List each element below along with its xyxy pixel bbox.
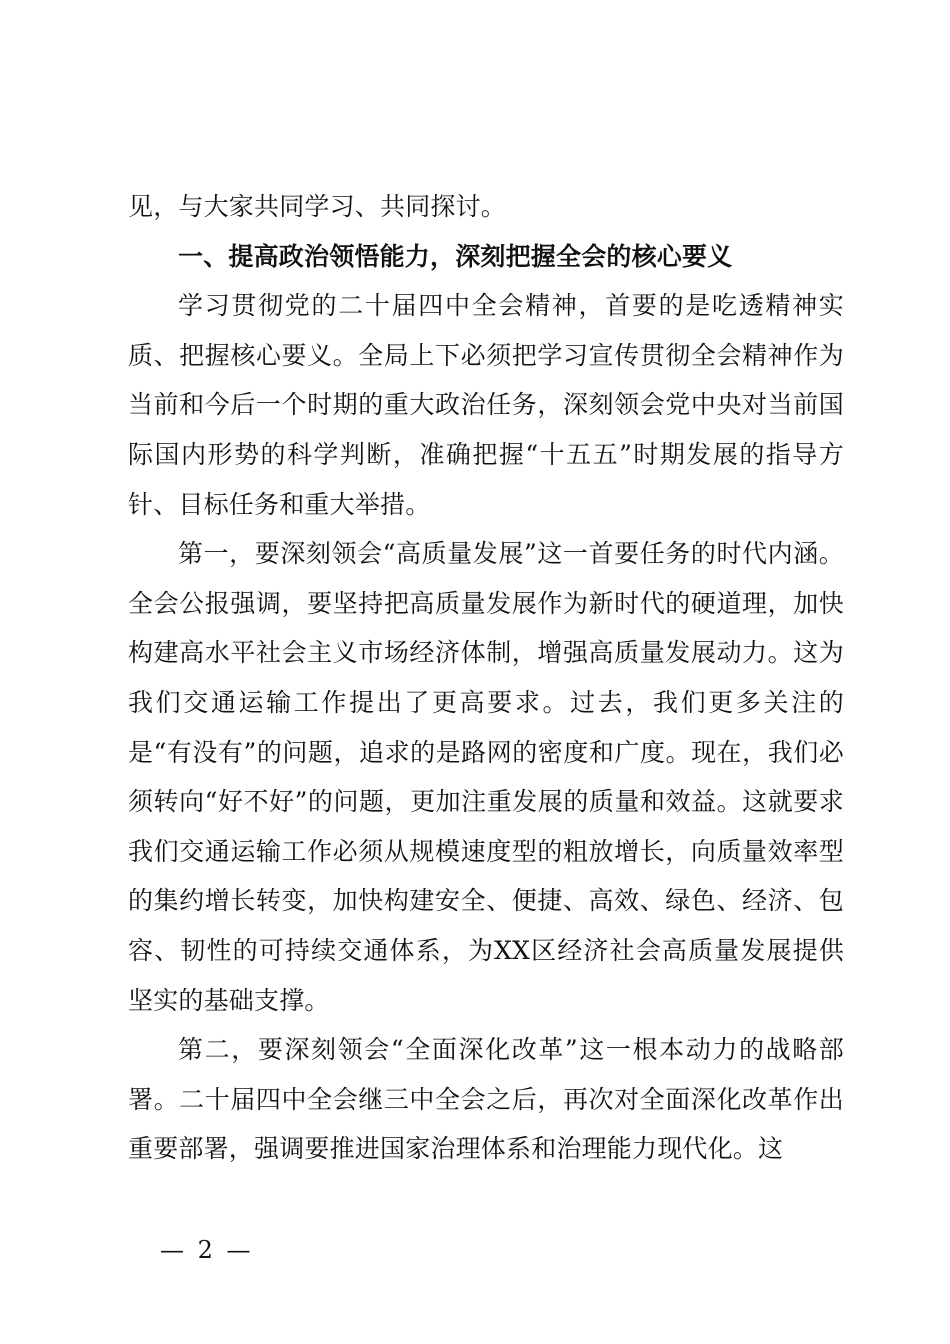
paragraph-first-point: 第一，要深刻领会“高质量发展”这一首要任务的时代内涵。全会公报强调，要坚持把高质量发展作为新时代的硬道理，加快构建高水平社会主义市场经济体制，增强高质量发展动力。这为我们交通运输工作提出了更高要求。过去，我们更多关注的是“有没有”的问题，追求的是路网的密度和广度。现在，我们必须转向“好不好”的问题，更加注重发展的质量和效益。这就要求我们交通运输工作必须从规模速度型的粗放增长，向质量效率型的集约增长转变，加快构建安全、便捷、高效、绿色、经济、包容、韧性的可持续交通体系，为XX区经济社会高质量发展提供坚实的基础支撑。 xyxy=(128,539,844,1015)
page-number: — 2 — xyxy=(160,1236,254,1264)
section-heading: 一、提高政治领悟能力，深刻把握全会的核心要义 xyxy=(178,241,733,271)
paragraph-continuation: 见，与大家共同学习、共同探讨。 xyxy=(128,192,507,221)
paragraph-intro: 学习贯彻党的二十届四中全会精神，首要的是吃透精神实质、把握核心要义。全局上下必须把学习宣传贯彻全会精神作为当前和今后一个时期的重大政治任务，深刻领会党中央对当前国际国内形势的科学判断，准确把握“十五五”时期发展的指导方针、目标任务和重大举措。 xyxy=(128,291,844,519)
document-body xyxy=(128,182,844,1174)
paragraph-second-point: 第二，要深刻领会“全面深化改革”这一根本动力的战略部署。二十届四中全会继三中全会之后，再次对全面深化改革作出重要部署，强调要推进国家治理体系和治理能力现代化。这 xyxy=(128,1035,844,1164)
